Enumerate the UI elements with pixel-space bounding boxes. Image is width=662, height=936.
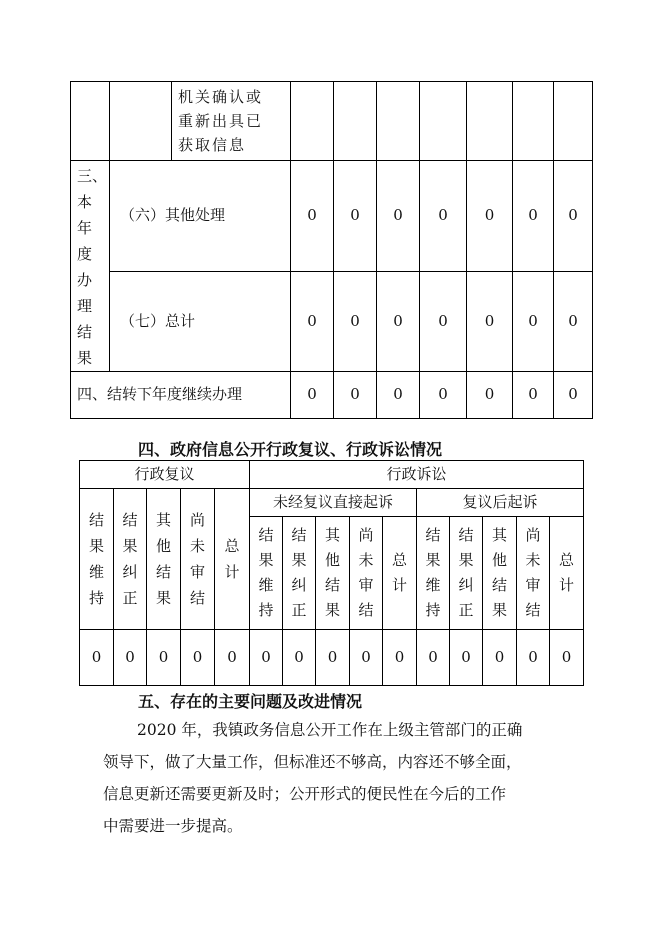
column-header-text: 总计 — [224, 537, 240, 581]
value-cell: 0 — [334, 372, 377, 419]
column-header — [450, 517, 483, 630]
confirm-info-cell — [172, 82, 291, 161]
sub-after-review-header: 复议后起诉 — [417, 489, 584, 517]
column-header — [517, 517, 550, 630]
value-cell: 0 — [291, 161, 334, 272]
row-label: （六）其他处理 — [110, 161, 291, 272]
column-header — [550, 517, 584, 630]
value-cell: 0 — [483, 630, 517, 686]
value-cell: 0 — [467, 372, 513, 419]
row-label: （七）总计 — [110, 271, 291, 371]
column-header-text: 其他结果 — [491, 526, 507, 619]
empty-cell — [467, 82, 513, 161]
value-cell: 0 — [554, 372, 593, 419]
value-cell: 0 — [420, 372, 467, 419]
table-row — [71, 82, 593, 161]
column-header — [181, 489, 215, 630]
sub-direct-header: 未经复议直接起诉 — [250, 489, 417, 517]
table-row — [80, 630, 584, 686]
value-cell: 0 — [517, 630, 550, 686]
cell-line: 重新出具已 — [178, 112, 264, 130]
column-header-text: 结果纠正 — [291, 526, 307, 619]
value-cell: 0 — [417, 630, 450, 686]
group-review-header: 行政复议 — [80, 461, 250, 489]
value-cell: 0 — [377, 271, 420, 371]
column-header-text: 结果维持 — [88, 511, 104, 607]
column-header — [283, 517, 316, 630]
column-header — [417, 517, 450, 630]
paragraph-line: 中需要进一步提高。 — [103, 817, 243, 835]
value-cell: 0 — [420, 161, 467, 272]
column-header-text: 结果维持 — [425, 526, 441, 619]
value-cell: 0 — [513, 372, 554, 419]
column-header — [215, 489, 250, 630]
value-cell: 0 — [291, 271, 334, 371]
section-three-label — [71, 161, 110, 372]
value-cell: 0 — [250, 630, 283, 686]
table-row — [80, 489, 584, 517]
value-cell: 0 — [147, 630, 181, 686]
results-table — [70, 81, 593, 419]
value-cell: 0 — [283, 630, 316, 686]
column-header-text: 其他结果 — [155, 511, 171, 607]
value-cell: 0 — [550, 630, 584, 686]
empty-cell — [377, 82, 420, 161]
table-row — [71, 271, 593, 371]
value-cell: 0 — [291, 372, 334, 419]
empty-cell — [554, 82, 593, 161]
value-cell: 0 — [450, 630, 483, 686]
value-cell: 0 — [377, 372, 420, 419]
empty-cell — [334, 82, 377, 161]
value-cell: 0 — [114, 630, 147, 686]
column-header — [383, 517, 417, 630]
empty-cell — [71, 82, 110, 161]
table-row — [80, 461, 584, 489]
value-cell: 0 — [181, 630, 215, 686]
value-cell: 0 — [554, 161, 593, 272]
empty-cell — [420, 82, 467, 161]
paragraph-line: 信息更新还需要更新及时；公开形式的便民性在今后的工作 — [103, 785, 507, 803]
cell-line: 机关确认或 — [178, 88, 264, 106]
column-header-text: 尚未审结 — [358, 526, 374, 619]
section-three-text: 三、本年度办理结果 — [77, 167, 108, 367]
value-cell: 0 — [377, 161, 420, 272]
group-litigation-header: 行政诉讼 — [250, 461, 584, 489]
column-header — [483, 517, 517, 630]
value-cell: 0 — [350, 630, 383, 686]
empty-cell — [291, 82, 334, 161]
column-header-text: 总计 — [559, 551, 575, 594]
column-header-text: 结果纠正 — [458, 526, 474, 619]
cell-line: 获取信息 — [178, 136, 247, 154]
column-header — [250, 517, 283, 630]
paragraph-line: 2020 年，我镇政务信息公开工作在上级主管部门的正确 — [137, 721, 523, 739]
column-header — [114, 489, 147, 630]
column-header — [80, 489, 114, 630]
column-header — [350, 517, 383, 630]
column-header-text: 尚未审结 — [189, 511, 205, 607]
value-cell: 0 — [334, 161, 377, 272]
value-cell: 0 — [420, 271, 467, 371]
carryover-label: 四、结转下年度继续办理 — [71, 372, 291, 419]
table-row — [71, 161, 593, 272]
column-header-text: 尚未审结 — [525, 526, 541, 619]
empty-cell — [513, 82, 554, 161]
value-cell: 0 — [513, 161, 554, 272]
value-cell: 0 — [554, 271, 593, 371]
empty-cell — [110, 82, 172, 161]
value-cell: 0 — [316, 630, 350, 686]
value-cell: 0 — [467, 271, 513, 371]
review-litigation-table — [79, 460, 584, 686]
paragraph-line: 领导下，做了大量工作，但标准还不够高，内容还不够全面， — [103, 753, 522, 771]
column-header-text: 结果纠正 — [122, 511, 138, 607]
value-cell: 0 — [467, 161, 513, 272]
section-four-heading: 四、政府信息公开行政复议、行政诉讼情况 — [138, 440, 443, 459]
value-cell: 0 — [215, 630, 250, 686]
value-cell: 0 — [513, 271, 554, 371]
column-header-text: 其他结果 — [324, 526, 340, 619]
table-row — [71, 372, 593, 419]
column-header-text: 结果维持 — [258, 526, 274, 619]
value-cell: 0 — [383, 630, 417, 686]
value-cell: 0 — [80, 630, 114, 686]
column-header — [316, 517, 350, 630]
column-header-text: 总计 — [391, 551, 407, 594]
section-five-heading: 五、存在的主要问题及改进情况 — [138, 692, 363, 711]
value-cell: 0 — [334, 271, 377, 371]
column-header — [147, 489, 181, 630]
